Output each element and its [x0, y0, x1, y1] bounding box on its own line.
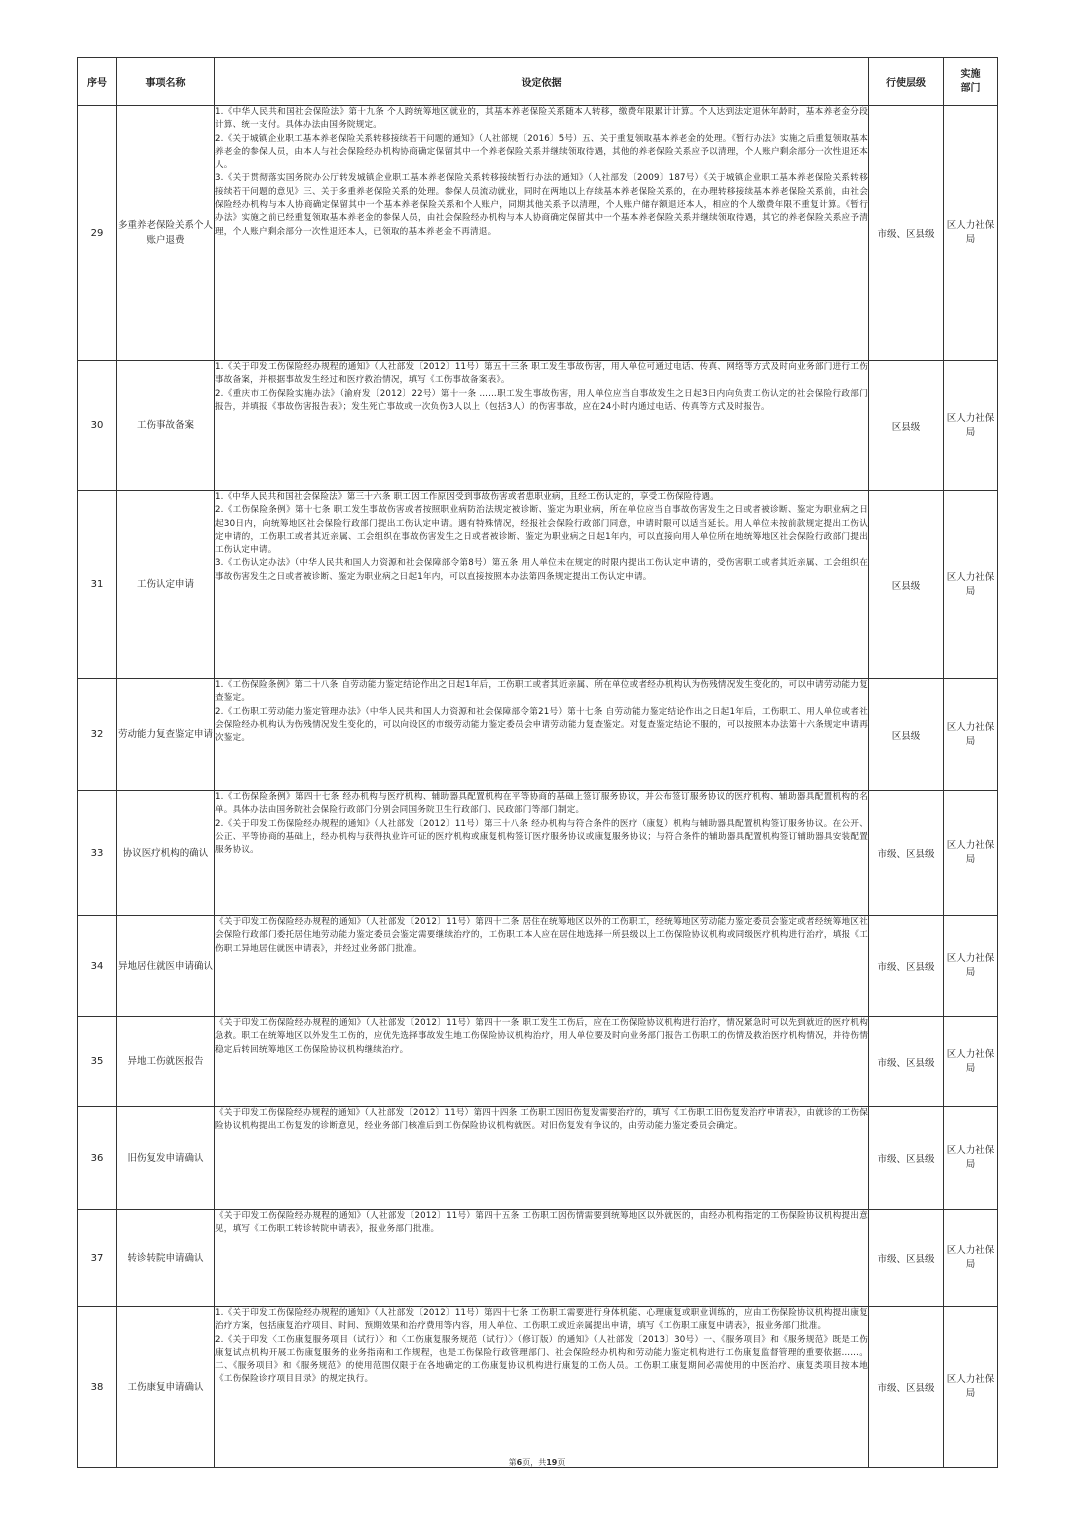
row-level: 区县级	[869, 679, 944, 791]
row-num: 29	[78, 106, 117, 361]
row-dept: 区人力社保局	[944, 916, 998, 1017]
row-name: 转诊转院申请确认	[117, 1210, 215, 1307]
row-name: 旧伤复发申请确认	[117, 1107, 215, 1210]
footer-page-number: 6	[516, 1458, 523, 1467]
row-num: 37	[78, 1210, 117, 1307]
basis-paragraph: 2.《关于印发工伤保险经办规程的通知》（人社部发〔2012〕11号）第三十八条 经办机构与符合条件的医疗（康复）机构与辅助器具配置机构签订服务协议。在公开、公正、平等协商的基础上，经办机构与获得执业许可证的医疗机构或康复机构签订医疗服务协议或康复服务协议；与符合条件的辅助器具配置机构签订辅助器具安装配置服务协议。	[215, 818, 868, 856]
row-level: 市级、区县级	[869, 791, 944, 916]
footer-prefix: 第	[508, 1458, 517, 1467]
row-dept: 区人力社保局	[944, 1017, 998, 1107]
footer-middle: 页，共	[522, 1458, 547, 1467]
row-num: 31	[78, 491, 117, 679]
header-level: 行使层级	[869, 58, 944, 106]
table-row	[78, 679, 998, 791]
basis-paragraph: 1.《工伤保险条例》第二十八条 自劳动能力鉴定结论作出之日起1年后，工伤职工或者其近亲属、所在单位或者经办机构认为伤残情况发生变化的，可以申请劳动能力复查鉴定。	[215, 680, 868, 704]
row-basis	[215, 1017, 869, 1107]
row-level: 市级、区县级	[869, 1210, 944, 1307]
basis-paragraph: 1.《关于印发工伤保险经办规程的通知》（人社部发〔2012〕11号）第五十三条 职工发生事故伤害，用人单位可通过电话、传真、网络等方式及时向业务部门进行工伤事故备案，并根据事故发生经过和医疗救治情况，填写《工伤事故备案表》。	[215, 362, 868, 386]
row-num: 34	[78, 916, 117, 1017]
row-level: 市级、区县级	[869, 1307, 944, 1468]
basis-paragraph: 3.《工伤认定办法》（中华人民共和国人力资源和社会保障部令第8号）第五条 用人单位未在规定的时限内提出工伤认定申请的，受伤害职工或者其近亲属、工会组织在事故伤害发生之日或者被诊断、鉴定为职业病之日起1年内，可以直接按照本办法第四条规定提出工伤认定申请。	[215, 558, 868, 582]
row-level: 市级、区县级	[869, 1107, 944, 1210]
basis-paragraph: 《关于印发工伤保险经办规程的通知》（人社部发〔2012〕11号）第四十二条 居住在统筹地区以外的工伤职工，经统筹地区劳动能力鉴定委员会鉴定或者经统筹地区社会保险行政部门委托居住地劳动能力鉴定委员会鉴定需要继续治疗的，工伤职工本人应在居住地选择一所县级以上工伤保险协议机构或同级医疗机构进行治疗，填报《工伤职工异地居住就医申请表》，并经过业务部门批准。	[215, 917, 868, 954]
row-basis	[215, 361, 869, 491]
row-basis	[215, 1107, 869, 1210]
table-row	[78, 1210, 998, 1307]
footer-suffix: 页	[557, 1458, 566, 1467]
table-row	[78, 106, 998, 361]
basis-paragraph: 2.《工伤职工劳动能力鉴定管理办法》（中华人民共和国人力资源和社会保障部令第21号）第十七条 自劳动能力鉴定结论作出之日起1年后，工伤职工、用人单位或者社会保险经办机构认为伤残情况发生变化的，可以向设区的市级劳动能力鉴定委员会申请劳动能力复查鉴定。对复查鉴定结论不服的，可以按照本办法第十六条规定申请再次鉴定。	[215, 706, 868, 744]
row-basis	[215, 679, 869, 791]
row-dept: 区人力社保局	[944, 791, 998, 916]
basis-paragraph: 1.《工伤保险条例》第四十七条 经办机构与医疗机构、辅助器具配置机构在平等协商的基础上签订服务协议，并公布签订服务协议的医疗机构、辅助器具配置机构的名单。具体办法由国务院社会保险行政部门分别会同国务院卫生行政部门、民政部门等部门制定。	[215, 792, 868, 816]
row-basis	[215, 1307, 869, 1468]
table-row	[78, 1017, 998, 1107]
table-row	[78, 491, 998, 679]
header-basis: 设定依据	[215, 58, 869, 106]
row-basis	[215, 791, 869, 916]
basis-paragraph: 1.《中华人民共和国社会保险法》第十九条 个人跨统筹地区就业的，其基本养老保险关系随本人转移，缴费年限累计计算。个人达到法定退休年龄时，基本养老金分段计算、统一支付。具体办法由国务院规定。	[215, 107, 868, 131]
table-row	[78, 1107, 998, 1210]
table-row	[78, 361, 998, 491]
basis-paragraph: 2.《工伤保险条例》第十七条 职工发生事故伤害或者按照职业病防治法规定被诊断、鉴定为职业病，所在单位应当自事故伤害发生之日或者被诊断、鉴定为职业病之日起30日内，向统筹地区社会保险行政部门提出工伤认定申请。遇有特殊情况，经报社会保险行政部门同意，申请时限可以适当延长。用人单位未按前款规定提出工伤认定申请的，工伤职工或者其近亲属、工会组织在事故伤害发生之日或者被诊断、鉴定为职业病之日起1年内，可以直接向用人单位所在地统筹地区社会保险行政部门提出工伤认定申请。	[215, 505, 868, 556]
row-num: 36	[78, 1107, 117, 1210]
row-dept: 区人力社保局	[944, 106, 998, 361]
row-name: 劳动能力复查鉴定申请	[117, 679, 215, 791]
row-level: 区县级	[869, 491, 944, 679]
row-name: 工伤认定申请	[117, 491, 215, 679]
basis-paragraph: 1.《中华人民共和国社会保险法》第三十六条 职工因工作原因受到事故伤害或者患职业病，且经工伤认定的，享受工伤保险待遇。	[215, 492, 719, 502]
basis-paragraph: 2.《关于印发〈工伤康复服务项目（试行）〉和〈工伤康复服务规范（试行）〉（修订版）的通知》（人社部发〔2013〕30号）一、《服务项目》和《服务规范》既是工伤康复试点机构开展工伤康复服务的业务指南和工作规程，也是工伤保险行政管理部门、社会保险经办机构和劳动能力鉴定机构进行工伤康复监督管理的重要依据……。二、《服务项目》和《服务规范》的使用范围仅限于在各地确定的工伤康复协议机构进行康复的工伤人员。工伤职工康复期间必需使用的中医治疗、康复类项目按本地《工伤保险诊疗项目目录》的规定执行。	[215, 1334, 868, 1385]
row-basis	[215, 106, 869, 361]
row-num: 38	[78, 1307, 117, 1468]
row-dept: 区人力社保局	[944, 1307, 998, 1468]
matters-table	[77, 57, 998, 1468]
footer-total-pages: 19	[546, 1458, 558, 1467]
table-row	[78, 916, 998, 1017]
row-dept: 区人力社保局	[944, 491, 998, 679]
row-name: 多重养老保险关系个人账户退费	[117, 106, 215, 361]
row-name: 协议医疗机构的确认	[117, 791, 215, 916]
table-header-row	[78, 58, 998, 106]
row-basis	[215, 916, 869, 1017]
row-basis	[215, 491, 869, 679]
row-level: 市级、区县级	[869, 106, 944, 361]
row-num: 30	[78, 361, 117, 491]
header-num: 序号	[78, 58, 117, 106]
header-name: 事项名称	[117, 58, 215, 106]
basis-paragraph: 2.《关于城镇企业职工基本养老保险关系转移接续若干问题的通知》（人社部规〔2016〕5号）五、关于重复领取基本养老金的处理。《暂行办法》实施之后重复领取基本养老金的参保人员，由本人与社会保险经办机构协商确定保留其中一个养老保险关系并继续领取待遇，其他的养老保险关系应予以清理，个人账户剩余部分一次性退还本人。	[215, 133, 868, 171]
row-name: 工伤康复申请确认	[117, 1307, 215, 1468]
row-num: 33	[78, 791, 117, 916]
header-dept: 实施 部门	[944, 58, 998, 106]
row-name: 工伤事故备案	[117, 361, 215, 491]
table-row	[78, 791, 998, 916]
row-dept: 区人力社保局	[944, 679, 998, 791]
basis-paragraph: 《关于印发工伤保险经办规程的通知》（人社部发〔2012〕11号）第四十四条 工伤职工因旧伤复发需要治疗的，填写《工伤职工旧伤复发治疗申请表》，由就诊的工伤保险协议机构提出工伤复发的诊断意见，经业务部门核准后到工伤保险协议机构就医。对旧伤复发有争议的，由劳动能力鉴定委员会确定。	[215, 1108, 868, 1132]
row-level: 区县级	[869, 361, 944, 491]
row-name: 异地工伤就医报告	[117, 1017, 215, 1107]
row-name: 异地居住就医申请确认	[117, 916, 215, 1017]
basis-paragraph: 3.《关于贯彻落实国务院办公厅转发城镇企业职工基本养老保险关系转移接续暂行办法的通知》（人社部发〔2009〕187号）《关于城镇企业职工基本养老保险关系转移接续若干问题的意见》三、关于多重养老保险关系的处理。参保人员流动就业，同时在两地以上存续基本养老保险关系的，在办理转移接续基本养老保险关系前，由社会保险经办机构与本人协商确定保留其中一个基本养老保险关系和个人账户，同期其他关系予以清理，个人账户储存额退还本人，相应的个人缴费年限不重复计算。《暂行办法》实施之前已经重复领取基本养老金的参保人员，由社会保险经办机构与本人协商确定保留其中一个基本养老保险关系并继续领取待遇，其它的养老保险关系应予清理，个人账户剩余部分一次性退还本人，已领取的基本养老金不再清退。	[215, 173, 868, 237]
table-row	[78, 1307, 998, 1468]
page-footer	[0, 1457, 1074, 1468]
row-level: 市级、区县级	[869, 1017, 944, 1107]
row-level: 市级、区县级	[869, 916, 944, 1017]
basis-paragraph: 《关于印发工伤保险经办规程的通知》（人社部发〔2012〕11号）第四十五条 工伤职工因伤情需要到统筹地区以外就医的，由经办机构指定的工伤保险协议机构提出意见，填写《工伤职工转诊转院申请表》，报业务部门批准。	[215, 1211, 868, 1235]
row-num: 35	[78, 1017, 117, 1107]
basis-paragraph: 《关于印发工伤保险经办规程的通知》（人社部发〔2012〕11号）第四十一条 职工发生工伤后，应在工伤保险协议机构进行治疗，情况紧急时可以先到就近的医疗机构急救。职工在统筹地区以外发生工伤的，应优先选择事故发生地工伤保险协议机构治疗，用人单位要及时向业务部门报告工伤职工的伤情及救治医疗机构情况，并待伤情稳定后转回统筹地区工伤保险协议机构继续治疗。	[215, 1018, 868, 1055]
row-dept: 区人力社保局	[944, 1107, 998, 1210]
row-dept: 区人力社保局	[944, 1210, 998, 1307]
row-basis	[215, 1210, 869, 1307]
basis-paragraph: 2.《重庆市工伤保险实施办法》（渝府发〔2012〕22号）第十一条 ……职工发生事故伤害，用人单位应当自事故发生之日起3日内向负责工伤认定的社会保险行政部门报告，并填报《事故伤害报告表》；发生死亡事故或一次负伤3人以上（包括3人）的伤害事故，应在24小时内通过电话、传真等方式及时报告。	[215, 388, 868, 412]
basis-paragraph: 1.《关于印发工伤保险经办规程的通知》（人社部发〔2012〕11号）第四十七条 工伤职工需要进行身体机能、心理康复或职业训练的，应由工伤保险协议机构提出康复治疗方案，包括康复治疗项目、时间、预期效果和治疗费用等内容，用人单位、工伤职工或近亲属提出申请，填写《工伤职工康复申请表》，报业务部门批准。	[215, 1308, 868, 1332]
row-num: 32	[78, 679, 117, 791]
row-dept: 区人力社保局	[944, 361, 998, 491]
